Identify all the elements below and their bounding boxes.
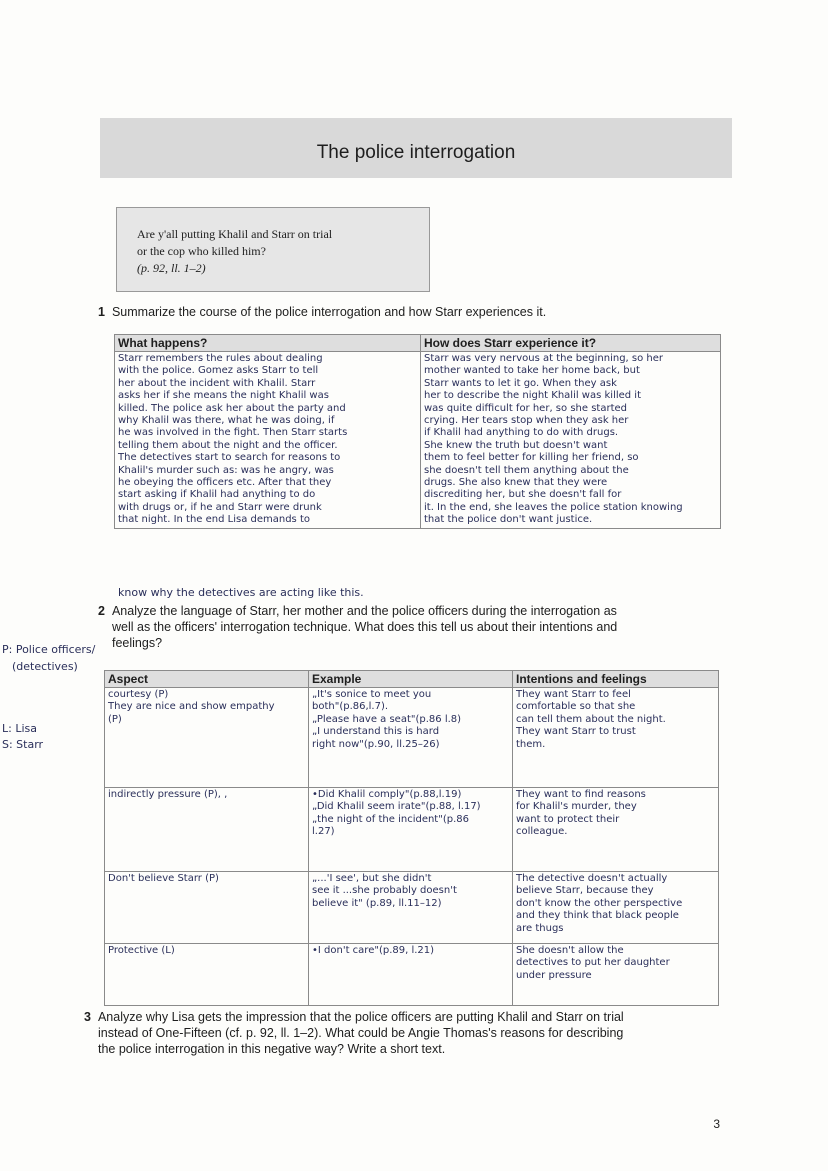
handwritten-line: under pressure [516,969,592,981]
handwritten-line: with the police. Gomez asks Starr to tell [118,365,319,377]
question-text: the police interrogation in this negative way? Write a short text. [98,1042,446,1056]
handwritten-line: are thugs [516,922,564,934]
intent-cell [513,944,719,1006]
handwritten-line: crying. Her tears stop when they ask her [424,415,629,427]
question-3 [84,1009,624,1057]
question-text: Analyze the language of Starr, her mother and the police officers during the interrogation as [111,604,617,618]
handwritten-line: was quite difficult for her, so she started [424,402,627,414]
handwritten-line: can tell them about the night. [516,713,666,725]
handwritten-line: that night. In the end Lisa demands to [118,514,310,526]
intent-cell [513,688,719,788]
table-row [105,688,719,788]
handwritten-line: They want to find reasons [516,789,646,800]
handwritten-line: killed. The police ask her about the party and [118,402,346,414]
handwritten-line: mother wanted to take her home back, but [424,365,640,377]
handwritten-line: if Khalil had anything to do with drugs. [424,427,619,439]
column-header: Intentions and feelings [513,671,719,688]
question-2 [98,603,617,651]
page-number: 3 [713,1117,720,1131]
handwritten-line: he obeying the officers etc. After that they [118,477,332,489]
handwritten-line: Don't believe Starr (P) [108,873,219,884]
column-header: What happens? [115,335,421,352]
handwritten-line: Starr wants to let it go. When they ask [424,377,617,389]
handwritten-line: see it ...she probably doesn't [312,885,457,897]
handwritten-line: her about the incident with Khalil. Starr [118,377,316,389]
handwritten-line: She doesn't allow the [516,945,624,956]
column-header: How does Starr experience it? [421,335,721,352]
handwritten-line: she doesn't tell them anything about the [424,464,629,476]
quote-line: Are y'all putting Khalil and Starr on trial [137,227,333,241]
column-header: Aspect [105,671,309,688]
handwritten-line: believe it" (p.89, ll.11–12) [312,897,442,909]
handwritten-line: he was involved in the fight. Then Starr starts [118,427,348,439]
table-row [105,872,719,944]
handwritten-line: (P) [108,713,122,725]
handwritten-line: •Did Khalil comply"(p.88,l.19) [312,789,462,800]
handwritten-line: „Did Khalil seem irate"(p.88, l.17) [312,801,481,813]
margin-note: L: Lisa [2,722,37,735]
question-text: instead of One-Fifteen (cf. p. 92, ll. 1–2). What could be Angie Thomas's reasons for describing [98,1026,624,1040]
handwritten-line: and they think that black people [516,910,679,922]
handwritten-line: •I don't care"(p.89, l.21) [312,945,435,956]
margin-note: (detectives) [12,660,78,673]
what-happens-cell [115,352,421,529]
handwritten-line: „the night of the incident"(p.86 [312,813,469,825]
question-number: 3 [84,1010,91,1024]
question-number: 2 [98,604,105,618]
handwritten-line: for Khalil's murder, they [516,801,637,813]
table-row [105,944,719,1006]
handwritten-line: They want Starr to trust [516,726,636,738]
handwritten-line: believe Starr, because they [516,885,654,897]
analysis-table [104,670,719,1006]
handwritten-line: „Please have a seat"(p.86 l.8) [312,713,462,725]
handwritten-line: „It's sonice to meet you [312,689,432,700]
quote-line: or the cop who killed him? [137,244,266,258]
handwritten-line: start asking if Khalil had anything to do [118,489,316,501]
summary-table [114,334,721,529]
handwritten-line: colleague. [516,826,568,838]
handwritten-line: She knew the truth but doesn't want [424,439,608,451]
margin-note: P: Police officers/ [2,643,96,656]
handwritten-line: Starr remembers the rules about dealing [118,353,323,364]
handwritten-line: „...'I see', but she didn't [312,873,432,884]
column-header: Example [309,671,513,688]
handwritten-line: telling them about the night and the officer. [118,439,338,451]
margin-note: S: Starr [2,738,44,751]
handwritten-line: discrediting her, but she doesn't fall for [424,489,622,501]
handwritten-line: with drugs or, if he and Starr were drunk [118,501,322,513]
handwritten-line: asks her if she means the night Khalil was [118,390,329,402]
question-text: well as the officers' interrogation technique. What does this tell us about their intentions and [112,620,618,634]
example-cell [309,788,513,872]
example-cell [309,944,513,1006]
handwritten-line: both"(p.86,l.7). [312,701,389,713]
experience-cell [421,352,721,529]
handwritten-line: The detective doesn't actually [516,873,668,884]
handwritten-line: them. [516,738,546,750]
aspect-cell [105,788,309,872]
handwritten-line: drugs. She also knew that they were [424,477,608,489]
handwritten-line: Khalil's murder such as: was he angry, was [118,464,334,476]
handwritten-line: l.27) [312,826,335,838]
intent-cell [513,872,719,944]
handwritten-line: them to feel better for killing her friend, so [424,452,639,464]
question-1 [98,304,546,320]
example-cell [309,688,513,788]
intent-cell [513,788,719,872]
handwritten-line: The detectives start to search for reasons to [118,452,341,464]
title-bar [100,118,732,178]
page-title: The police interrogation [316,142,516,163]
quote-reference: (p. 92, ll. 1–2) [137,261,206,275]
handwritten-line: comfortable so that she [516,701,636,713]
handwritten-line: courtesy (P) [108,689,169,700]
aspect-cell [105,872,309,944]
handwritten-line: detectives to put her daughter [516,957,670,969]
example-cell [309,872,513,944]
table-row [105,788,719,872]
question-text: feelings? [112,636,163,650]
handwritten-line: want to protect their [516,813,620,825]
handwritten-line: Starr was very nervous at the beginning, so her [424,353,664,364]
handwritten-line: her to describe the night Khalil was killed it [424,390,642,402]
trailing-note: know why the detectives are acting like this. [118,586,364,599]
handwritten-line: They want Starr to feel [516,689,631,700]
aspect-cell [105,944,309,1006]
handwritten-line: that the police don't want justice. [424,514,593,526]
question-text: Summarize the course of the police interrogation and how Starr experiences it. [111,305,547,319]
handwritten-line: why Khalil was there, what he was doing, if [118,415,335,427]
quote-text [137,226,332,277]
handwritten-line: it. In the end, she leaves the police station knowing [424,501,683,513]
handwritten-line: „I understand this is hard [312,726,440,738]
handwritten-line: right now"(p.90, ll.25–26) [312,738,440,750]
handwritten-line: Protective (L) [108,945,175,956]
question-number: 1 [98,305,105,319]
handwritten-line: They are nice and show empathy [108,701,275,713]
question-text: Analyze why Lisa gets the impression that the police officers are putting Khalil and Starr on trial [97,1010,624,1024]
aspect-cell [105,688,309,788]
handwritten-line: don't know the other perspective [516,897,683,909]
quote-box [116,207,430,292]
handwritten-line: indirectly pressure (P), , [108,789,228,800]
